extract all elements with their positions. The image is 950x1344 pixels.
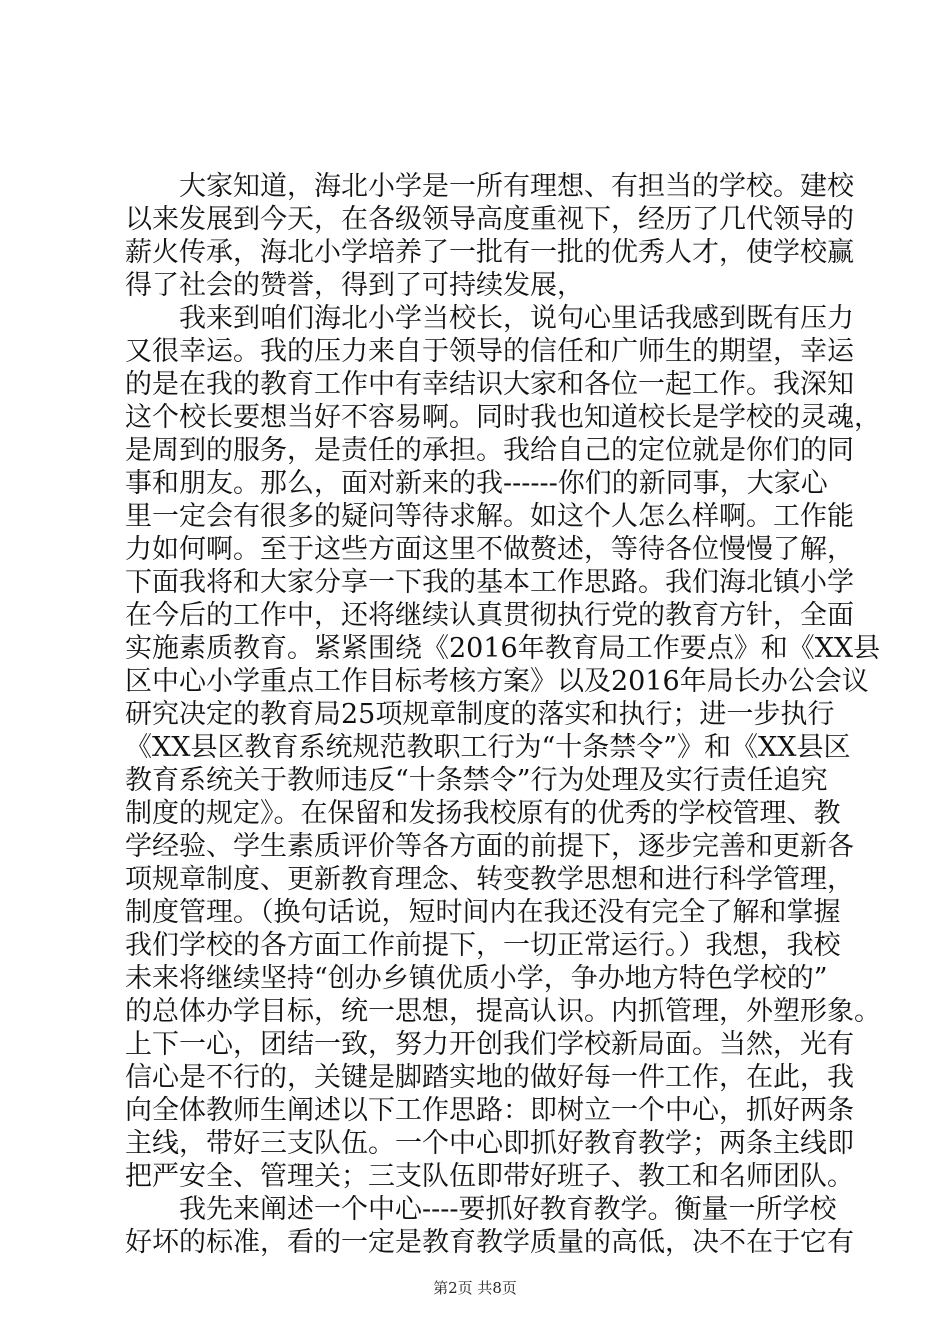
paragraph-1-line-2: 以来发展到今天，在各级领导高度重视下，经历了几代领导的 [125,204,854,235]
document-body [125,170,881,1259]
paragraph-2-line-7: 里一定会有很多的疑问等待求解。如这个人怎么样啊。工作能 [125,501,854,532]
paragraph-2-line-18: 项规章制度、更新教育理念、转变教学思想和进行科学管理， [125,864,854,895]
paragraph-3-line-2: 好坏的标准，看的一定是教育教学质量的高低，决不在于它有 [125,1227,854,1258]
paragraph-2-line-27: 把严安全、管理关；三支队伍即带好班子、教工和名师团队。 [125,1161,854,1192]
paragraph-2-line-9: 下面我将和大家分享一下我的基本工作思路。我们海北镇小学 [125,567,854,598]
paragraph-1-line-1: 大家知道，海北小学是一所有理想、有担当的学校。建校 [179,171,854,202]
paragraph-2-line-21: 未来将继续坚持“创办乡镇优质小学，争办地方特色学校的” [125,963,828,994]
page-number-footer: 第2页 共8页 [433,1279,517,1297]
paragraph-2-line-6: 事和朋友。那么，面对新来的我------你们的新同事，大家心 [125,468,828,499]
paragraph-2-line-19: 制度管理。（换句话说，短时间内在我还没有完全了解和掌握 [125,897,841,928]
paragraph-2-line-8: 力如何啊。至于这些方面这里不做赘述，等待各位慢慢了解， [125,534,854,565]
paragraph-2-line-23: 上下一心，团结一致，努力开创我们学校新局面。当然，光有 [125,1029,854,1060]
paragraph-2-line-24: 信心是不行的，关键是脚踏实地的做好每一件工作，在此，我 [125,1062,854,1093]
paragraph-1-line-3: 薪火传承，海北小学培养了一批有一批的优秀人才，使学校赢 [125,237,854,268]
paragraph-2-line-16: 制度的规定》。在保留和发扬我校原有的优秀的学校管理、教 [125,798,841,829]
paragraph-2-line-26: 主线，带好三支队伍。一个中心即抓好教育教学；两条主线即 [125,1128,854,1159]
paragraph-2-line-12: 区中心小学重点工作目标考核方案》以及2016年局长办公会议 [125,666,869,697]
paragraph-2-line-17: 学经验、学生素质评价等各方面的前提下，逐步完善和更新各 [125,831,854,862]
paragraph-2-line-3: 的是在我的教育工作中有幸结识大家和各位一起工作。我深知 [125,369,854,400]
paragraph-2-line-1: 我来到咱们海北小学当校长，说句心里话我感到既有压力 [179,303,854,334]
paragraph-2-line-22: 的总体办学目标，统一思想，提高认识。内抓管理，外塑形象。 [125,996,881,1027]
paragraph-3-line-1: 我先来阐述一个中心----要抓好教育教学。衡量一所学校 [179,1194,837,1225]
paragraph-2-line-15: 教育系统关于教师违反“十条禁令”行为处理及实行责任追究 [125,765,828,796]
paragraph-2-line-10: 在今后的工作中，还将继续认真贯彻执行党的教育方针，全面 [125,600,854,631]
paragraph-2-line-2: 又很幸运。我的压力来自于领导的信任和广师生的期望，幸运 [125,336,854,367]
paragraph-2-line-13: 研究决定的教育局25项规章制度的落实和执行；进一步执行 [125,699,835,730]
paragraph-2-line-14: 《XX县区教育系统规范教职工行为“十条禁令”》和《XX县区 [125,732,851,763]
paragraph-2-line-11: 实施素质教育。紧紧围绕《2016年教育局工作要点》和《XX县 [125,633,881,664]
paragraph-1-line-4: 得了社会的赞誉，得到了可持续发展， [125,270,584,301]
paragraph-2-line-5: 是周到的服务，是责任的承担。我给自己的定位就是你们的同 [125,435,854,466]
paragraph-2-line-20: 我们学校的各方面工作前提下，一切正常运行。）我想，我校 [125,930,841,961]
paragraph-2-line-4: 这个校长要想当好不容易啊。同时我也知道校长是学校的灵魂， [125,402,881,433]
paragraph-2-line-25: 向全体教师生阐述以下工作思路：即树立一个中心，抓好两条 [125,1095,854,1126]
